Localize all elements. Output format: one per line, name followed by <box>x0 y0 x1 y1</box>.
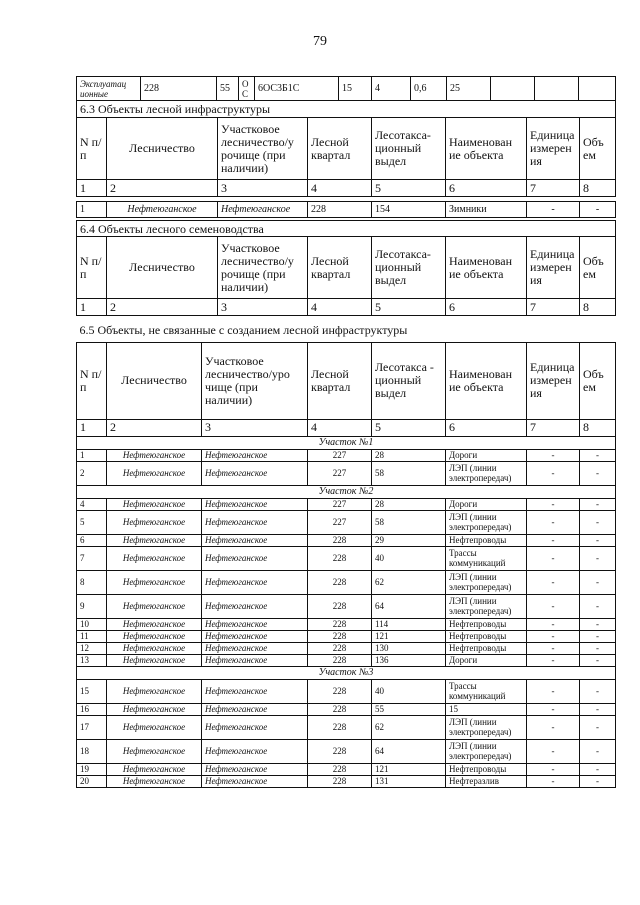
row-num: 1 <box>77 449 107 461</box>
row-district: Нефтеюганское <box>202 679 308 703</box>
row-object: Нефтепроводы <box>446 763 527 775</box>
row-quarter: 228 <box>308 679 372 703</box>
row-forestry: Нефтеюганское <box>107 570 202 594</box>
header-vydel: Лесотакса- ционный выдел <box>372 118 446 180</box>
row-object: ЛЭП (линии электропередач) <box>446 510 527 534</box>
row-quarter: 228 <box>308 739 372 763</box>
cell-composition: 6ОС3Б1С <box>255 77 339 101</box>
row-vydel: 136 <box>372 654 446 666</box>
row-object: Дороги <box>446 449 527 461</box>
colnum: 3 <box>218 299 308 316</box>
row-num: 7 <box>77 546 107 570</box>
row-quarter: 228 <box>308 715 372 739</box>
row-num: 6 <box>77 534 107 546</box>
section-6-5-rows <box>77 436 616 787</box>
row-district: Нефтеюганское <box>202 715 308 739</box>
section-6-3-title: 6.3 Объекты лесной инфраструктуры <box>77 101 616 118</box>
header-volume: Объ ем <box>580 237 616 299</box>
header-unit: Единица измерен ия <box>527 118 580 180</box>
colnum: 7 <box>527 299 580 316</box>
row-volume: - <box>580 202 616 218</box>
header-district: Участковое лесничество/у рочище (при наличии) <box>218 237 308 299</box>
header-vydel: Лесотакса- ционный выдел <box>372 237 446 299</box>
row-volume: - <box>580 642 616 654</box>
row-forestry: Нефтеюганское <box>107 703 202 715</box>
row-unit: - <box>527 618 580 630</box>
row-quarter: 227 <box>308 449 372 461</box>
row-quarter: 228 <box>308 654 372 666</box>
row-district: Нефтеюганское <box>202 654 308 666</box>
table-row <box>77 618 616 630</box>
row-district: Нефтеюганское <box>218 202 308 218</box>
colnum: 3 <box>218 180 308 197</box>
row-district: Нефтеюганское <box>202 763 308 775</box>
row-num: 16 <box>77 703 107 715</box>
row-volume: - <box>580 630 616 642</box>
row-vydel: 29 <box>372 534 446 546</box>
table-row <box>77 449 616 461</box>
row-district: Нефтеюганское <box>202 449 308 461</box>
row-unit: - <box>527 594 580 618</box>
row-vydel: 58 <box>372 510 446 534</box>
row-object: Нефтеразлив <box>446 775 527 787</box>
row-quarter: 228 <box>308 763 372 775</box>
row-district: Нефтеюганское <box>202 461 308 485</box>
header-district: Участковое лесничество/у рочище (при наличии) <box>218 118 308 180</box>
row-unit: - <box>527 546 580 570</box>
row-object: Трассы коммуникаций <box>446 546 527 570</box>
row-object: ЛЭП (линии электропередач) <box>446 739 527 763</box>
row-num: 8 <box>77 570 107 594</box>
row-unit: - <box>527 763 580 775</box>
table-row <box>77 534 616 546</box>
table-row <box>77 654 616 666</box>
row-quarter: 227 <box>308 461 372 485</box>
row-object: ЛЭП (линии электропередач) <box>446 461 527 485</box>
row-volume: - <box>580 703 616 715</box>
row-forestry: Нефтеюганское <box>107 763 202 775</box>
row-volume: - <box>580 461 616 485</box>
section-6-4-table <box>76 220 616 316</box>
table-row <box>77 510 616 534</box>
row-volume: - <box>580 534 616 546</box>
row-volume: - <box>580 763 616 775</box>
cell-value-4: 25 <box>447 77 491 101</box>
colnum: 3 <box>202 419 308 436</box>
row-forestry: Нефтеюганское <box>107 498 202 510</box>
row-quarter: 228 <box>308 594 372 618</box>
row-unit: - <box>527 534 580 546</box>
row-volume: - <box>580 498 616 510</box>
row-object: Нефтепроводы <box>446 618 527 630</box>
row-unit: - <box>527 739 580 763</box>
row-forestry: Нефтеюганское <box>107 546 202 570</box>
row-unit: - <box>527 654 580 666</box>
cell-quarter: 228 <box>141 77 217 101</box>
header-num: N п/п <box>77 237 107 299</box>
row-vydel: 40 <box>372 679 446 703</box>
row-num: 10 <box>77 618 107 630</box>
row-district: Нефтеюганское <box>202 570 308 594</box>
row-forestry: Нефтеюганское <box>107 775 202 787</box>
colnum: 7 <box>527 419 580 436</box>
row-num: 5 <box>77 510 107 534</box>
table-row <box>77 202 616 218</box>
section-6-5-table <box>76 318 616 788</box>
colnum: 8 <box>580 299 616 316</box>
plot-title: Участок №1 <box>77 436 616 449</box>
colnum: 6 <box>446 419 527 436</box>
colnum: 8 <box>580 419 616 436</box>
row-quarter: 228 <box>308 202 372 218</box>
row-num: 19 <box>77 763 107 775</box>
cell-vydel: 55 <box>217 77 239 101</box>
row-num: 11 <box>77 630 107 642</box>
header-forestry: Лесничество <box>107 237 218 299</box>
header-quarter: Лесной квартал <box>308 237 372 299</box>
row-volume: - <box>580 775 616 787</box>
row-quarter: 228 <box>308 630 372 642</box>
row-unit: - <box>527 642 580 654</box>
row-forestry: Нефтеюганское <box>107 642 202 654</box>
row-object: ЛЭП (линии электропередач) <box>446 570 527 594</box>
header-object: Наименован ие объекта <box>446 237 527 299</box>
section-6-4-title: 6.4 Объекты лесного семеноводства <box>77 221 616 237</box>
row-vydel: 62 <box>372 570 446 594</box>
row-forestry: Нефтеюганское <box>107 715 202 739</box>
row-volume: - <box>580 570 616 594</box>
row-unit: - <box>527 449 580 461</box>
row-forestry: Нефтеюганское <box>107 594 202 618</box>
header-forestry: Лесничество <box>107 118 218 180</box>
row-vydel: 62 <box>372 715 446 739</box>
row-unit: - <box>527 630 580 642</box>
colnum: 4 <box>308 419 372 436</box>
header-quarter: Лесной квартал <box>308 342 372 419</box>
row-num: 18 <box>77 739 107 763</box>
colnum: 1 <box>77 419 107 436</box>
colnum: 1 <box>77 180 107 197</box>
cell-code: О С <box>239 77 255 101</box>
plot-title: Участок №3 <box>77 666 616 679</box>
row-volume: - <box>580 546 616 570</box>
row-vydel: 28 <box>372 449 446 461</box>
cell-value-3: 0,6 <box>411 77 447 101</box>
row-forestry: Нефтеюганское <box>107 461 202 485</box>
row-num: 4 <box>77 498 107 510</box>
row-district: Нефтеюганское <box>202 642 308 654</box>
table-row <box>77 461 616 485</box>
row-forestry: Нефтеюганское <box>107 630 202 642</box>
row-vydel: 131 <box>372 775 446 787</box>
row-vydel: 114 <box>372 618 446 630</box>
row-unit: - <box>527 461 580 485</box>
row-object: Зимники <box>446 202 527 218</box>
colnum: 4 <box>308 299 372 316</box>
cell-empty <box>491 77 535 101</box>
row-unit: - <box>527 703 580 715</box>
colnum: 2 <box>107 419 202 436</box>
table-row <box>77 775 616 787</box>
row-forestry: Нефтеюганское <box>107 654 202 666</box>
colnum: 2 <box>107 299 218 316</box>
row-object: Дороги <box>446 654 527 666</box>
row-district: Нефтеюганское <box>202 546 308 570</box>
row-forestry: Нефтеюганское <box>107 449 202 461</box>
row-forestry: Нефтеюганское <box>107 739 202 763</box>
row-vydel: 130 <box>372 642 446 654</box>
header-forestry: Лесничество <box>107 342 202 419</box>
row-unit: - <box>527 510 580 534</box>
row-volume: - <box>580 739 616 763</box>
plot-header-row <box>77 436 616 449</box>
row-forestry: Нефтеюганское <box>107 679 202 703</box>
plot-title: Участок №2 <box>77 485 616 498</box>
table-row <box>77 739 616 763</box>
row-object: Трассы коммуникаций <box>446 679 527 703</box>
row-object: Дороги <box>446 498 527 510</box>
colnum: 5 <box>372 180 446 197</box>
header-object: Наименован ие объекта <box>446 118 527 180</box>
table-row <box>77 715 616 739</box>
row-vydel: 40 <box>372 546 446 570</box>
row-volume: - <box>580 594 616 618</box>
row-object: Нефтепроводы <box>446 630 527 642</box>
header-quarter: Лесной квартал <box>308 118 372 180</box>
row-district: Нефтеюганское <box>202 739 308 763</box>
row-num: 20 <box>77 775 107 787</box>
row-unit: - <box>527 775 580 787</box>
colnum: 6 <box>446 299 527 316</box>
row-object: ЛЭП (линии электропередач) <box>446 594 527 618</box>
row-vydel: 64 <box>372 739 446 763</box>
colnum: 1 <box>77 299 107 316</box>
row-district: Нефтеюганское <box>202 594 308 618</box>
section-6-3-table <box>76 100 616 218</box>
table-row <box>77 642 616 654</box>
header-num: N п/п <box>77 118 107 180</box>
row-quarter: 228 <box>308 618 372 630</box>
row-vydel: 55 <box>372 703 446 715</box>
row-volume: - <box>580 654 616 666</box>
row-quarter: 227 <box>308 510 372 534</box>
cell-value-1: 15 <box>339 77 372 101</box>
row-quarter: 228 <box>308 546 372 570</box>
colnum: 4 <box>308 180 372 197</box>
row-quarter: 228 <box>308 570 372 594</box>
row-vydel: 28 <box>372 498 446 510</box>
row-num: 9 <box>77 594 107 618</box>
table-row <box>77 594 616 618</box>
cell-empty <box>579 77 616 101</box>
row-num: 12 <box>77 642 107 654</box>
colnum: 2 <box>107 180 218 197</box>
table-row <box>77 498 616 510</box>
row-quarter: 227 <box>308 498 372 510</box>
row-quarter: 228 <box>308 703 372 715</box>
header-vydel: Лесотакса - ционный выдел <box>372 342 446 419</box>
colnum: 5 <box>372 419 446 436</box>
row-forestry: Нефтеюганское <box>107 510 202 534</box>
table-row <box>77 570 616 594</box>
row-unit: - <box>527 715 580 739</box>
top-continuation-row <box>76 76 616 101</box>
colnum: 5 <box>372 299 446 316</box>
row-num: 2 <box>77 461 107 485</box>
row-volume: - <box>580 618 616 630</box>
row-quarter: 228 <box>308 775 372 787</box>
header-volume: Объ ем <box>580 342 616 419</box>
header-num: N п/п <box>77 342 107 419</box>
row-object: 15 <box>446 703 527 715</box>
row-district: Нефтеюганское <box>202 498 308 510</box>
header-district: Участковое лесничество/уро чище (при наличии) <box>202 342 308 419</box>
row-district: Нефтеюганское <box>202 775 308 787</box>
row-num: 17 <box>77 715 107 739</box>
row-unit: - <box>527 570 580 594</box>
row-vydel: 121 <box>372 763 446 775</box>
section-6-5-title: 6.5 Объекты, не связанные с созданием лесной инфраструктуры <box>77 318 616 342</box>
row-num: 13 <box>77 654 107 666</box>
row-num: 15 <box>77 679 107 703</box>
cell-type: Эксплуатац ионные <box>77 77 141 101</box>
row-district: Нефтеюганское <box>202 534 308 546</box>
header-unit: Единица измерен ия <box>527 237 580 299</box>
table-row <box>77 679 616 703</box>
row-num: 1 <box>77 202 107 218</box>
cell-empty <box>535 77 579 101</box>
header-unit: Единица измерен ия <box>527 342 580 419</box>
plot-header-row <box>77 485 616 498</box>
table-row <box>77 763 616 775</box>
row-vydel: 121 <box>372 630 446 642</box>
row-volume: - <box>580 715 616 739</box>
row-volume: - <box>580 679 616 703</box>
row-forestry: Нефтеюганское <box>107 202 218 218</box>
row-district: Нефтеюганское <box>202 510 308 534</box>
row-district: Нефтеюганское <box>202 703 308 715</box>
colnum: 6 <box>446 180 527 197</box>
row-vydel: 64 <box>372 594 446 618</box>
header-volume: Объ ем <box>580 118 616 180</box>
row-volume: - <box>580 510 616 534</box>
row-forestry: Нефтеюганское <box>107 618 202 630</box>
row-unit: - <box>527 679 580 703</box>
row-quarter: 228 <box>308 534 372 546</box>
row-object: ЛЭП (линии электропередач) <box>446 715 527 739</box>
cell-value-2: 4 <box>372 77 411 101</box>
page-number: 79 <box>313 34 327 49</box>
row-unit: - <box>527 202 580 218</box>
row-volume: - <box>580 449 616 461</box>
colnum: 8 <box>580 180 616 197</box>
row-district: Нефтеюганское <box>202 630 308 642</box>
row-vydel: 154 <box>372 202 446 218</box>
table-row <box>77 546 616 570</box>
colnum: 7 <box>527 180 580 197</box>
header-object: Наименован ие объекта <box>446 342 527 419</box>
row-quarter: 228 <box>308 642 372 654</box>
table-row <box>77 630 616 642</box>
table-row <box>77 703 616 715</box>
row-vydel: 58 <box>372 461 446 485</box>
row-object: Нефтепроводы <box>446 642 527 654</box>
row-object: Нефтепроводы <box>446 534 527 546</box>
row-forestry: Нефтеюганское <box>107 534 202 546</box>
row-district: Нефтеюганское <box>202 618 308 630</box>
row-unit: - <box>527 498 580 510</box>
plot-header-row <box>77 666 616 679</box>
